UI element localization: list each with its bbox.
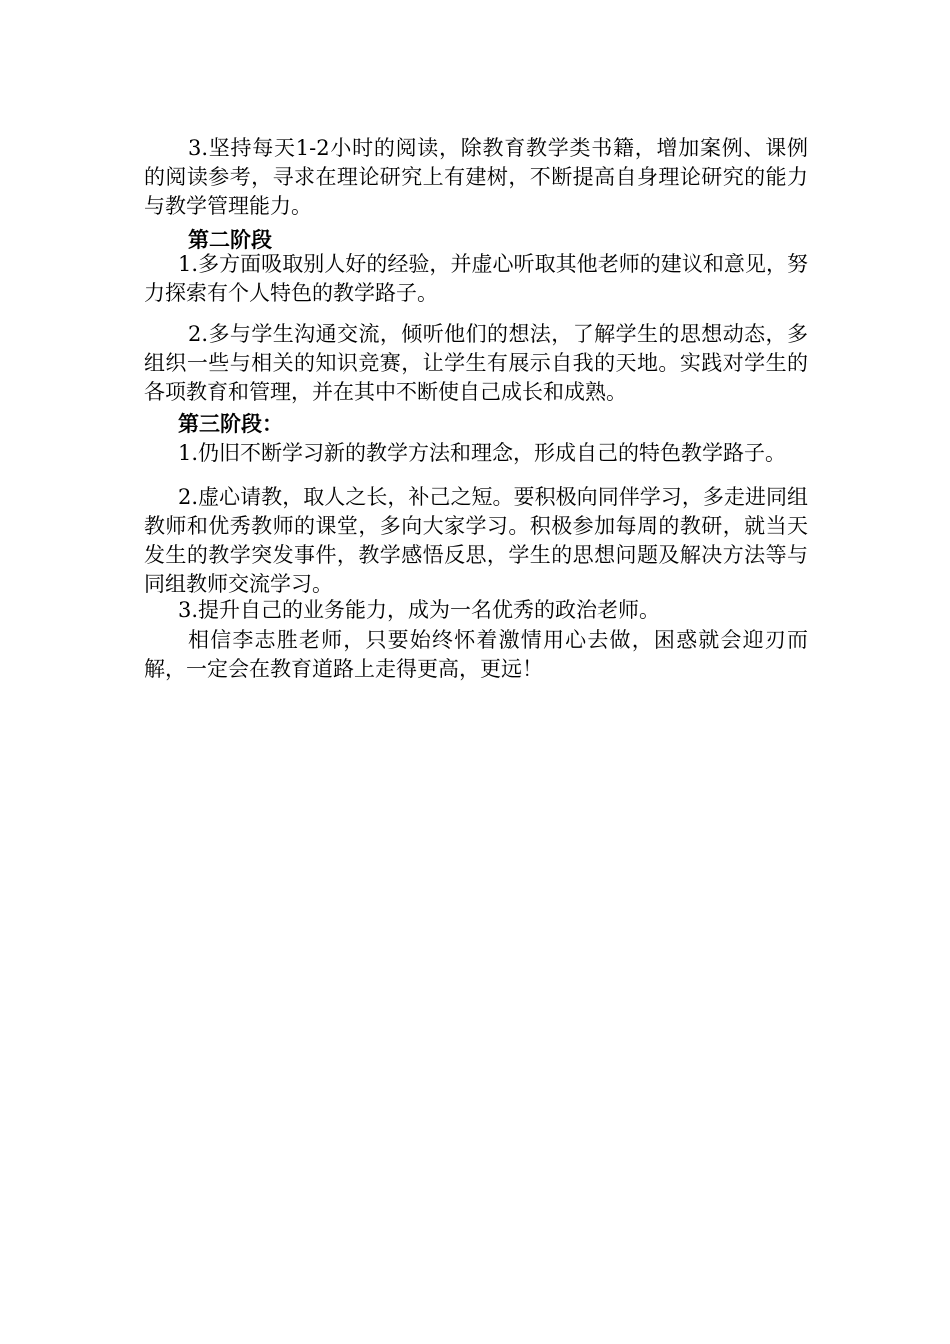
paragraph-stage3-item3: 3.提升自己的业务能力，成为一名优秀的政治老师。 bbox=[178, 598, 661, 622]
paragraph-stage2-item2: 2.多与学生沟通交流，倾听他们的想法，了解学生的思想动态，多组织一些与相关的知识竞赛，让学生有展示自我的天地。实践对学生的各项教育和管理，并在其中不断使自己成长和成熟。 bbox=[144, 322, 808, 404]
paragraph-stage3-item2: 2.虚心请教，取人之长，补己之短。要积极向同伴学习，多走进同组教师和优秀教师的课堂，多向大家学习。积极参加每周的教研，就当天发生的教学突发事件，教学感悟反思，学生的思想问题及解决方法等与同组教师交流学习。 bbox=[144, 485, 808, 596]
paragraph-stage2-item1: 1.多方面吸取别人好的经验，并虚心听取其他老师的建议和意见，努力探索有个人特色的教学路子。 bbox=[144, 252, 808, 305]
heading-stage2: 第二阶段 bbox=[188, 227, 272, 252]
paragraph-closing: 相信李志胜老师，只要始终怀着激情用心去做，困惑就会迎刃而解，一定会在教育道路上走得更高，更远！ bbox=[144, 628, 808, 681]
paragraph-stage3-item1: 1.仍旧不断学习新的教学方法和理念，形成自己的特色教学路子。 bbox=[178, 441, 787, 465]
paragraph-stage1-item3: 3.坚持每天1-2小时的阅读，除教育教学类书籍，增加案例、课例的阅读参考，寻求在理论研究上有建树，不断提高自身理论研究的能力与教学管理能力。 bbox=[144, 136, 808, 218]
heading-stage3: 第三阶段： bbox=[178, 411, 283, 436]
